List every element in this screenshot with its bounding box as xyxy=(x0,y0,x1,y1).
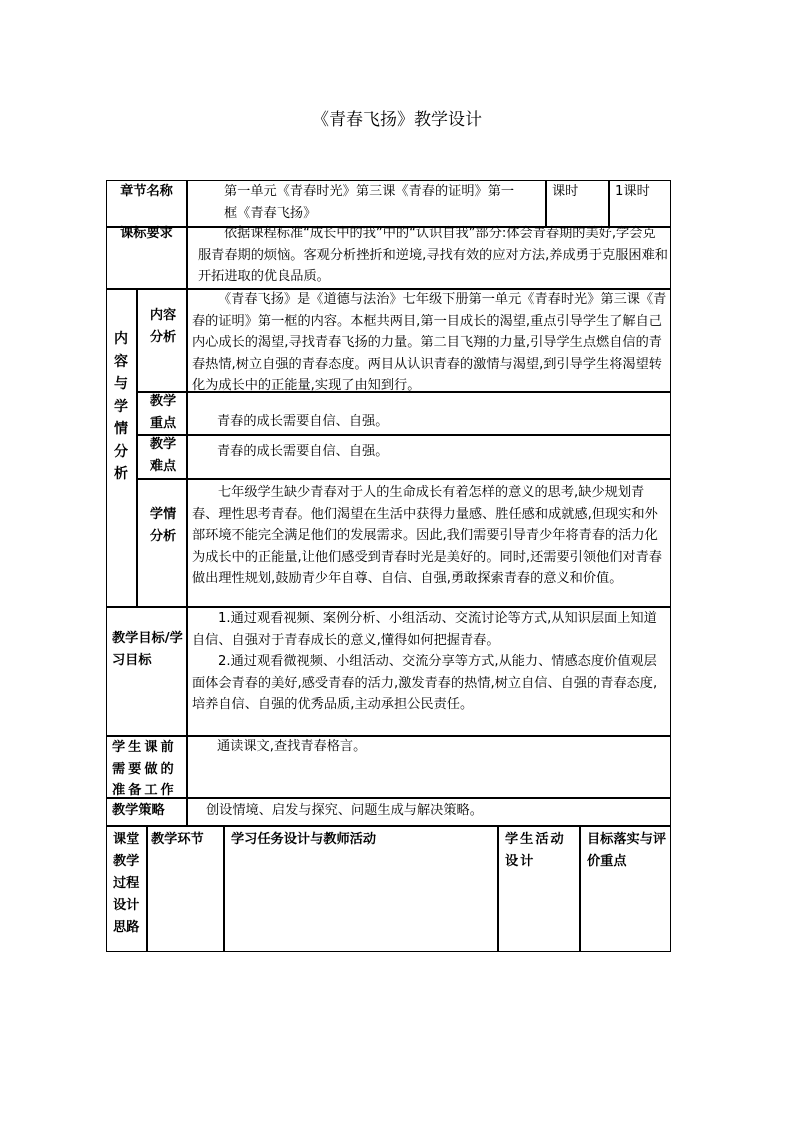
teaching-goals-label: 教学目标/学习目标 xyxy=(112,631,183,668)
process-header-tasks: 学习任务设计与教师活动 xyxy=(231,832,377,847)
process-header-student-activity: 学生活动设计 xyxy=(505,832,566,869)
teaching-strategy-text: 创设情境、启发与探究、问题生成与解决策略。 xyxy=(206,803,483,818)
teaching-goals-list xyxy=(192,608,668,716)
chapter-name-label: 章节名称 xyxy=(120,184,173,199)
chapter-name-value: 第一单元《青春时光》第三课《青春的证明》第一框《青春飞扬》 xyxy=(224,184,515,221)
preparation-text: 通读课文,查找青春格言。 xyxy=(217,739,367,754)
teaching-focus-label: 教学重点 xyxy=(149,394,177,431)
class-hours-label: 课时 xyxy=(552,184,579,199)
content-analysis-text: 《青春飞扬》是《道德与法治》七年级下册第一单元《青春时光》第三课《青春的证明》第一框的内容。本框共两目,第一目成长的渴望,重点引导学生了解自己内心成长的渴望,寻找青春飞扬的力量。第二目飞翔的力量,引导学生点燃自信的青春热情,树立自强的青春态度。两目从认识青春的激情与渴望,到引导学生将渴望转化为成长中的正能量,实现了由知到行。 xyxy=(192,292,667,393)
preparation-label: 学生课前需要做的准备工作 xyxy=(112,740,177,798)
page-title: 《青春飞扬》教学设计 xyxy=(312,110,482,130)
curriculum-standard-label: 课标要求 xyxy=(120,226,173,241)
process-design-label: 课堂教学过程设计思路 xyxy=(113,832,140,935)
teaching-goal-item: 2.通过观看微视频、小组活动、交流分享等方式,从能力、情感态度价值观层面体会青春的美好,感受青春的活力,激发青春的热情,树立自信、自强的青春态度,培养自信、自强的优秀品质,主动承担公民责任。 xyxy=(192,654,658,712)
curriculum-standard-text: 依据课程标准“成长中的我”中的“认识自我”部分:体会青春期的美好,学会克服青春期的烦恼。客观分析挫折和逆境,寻找有效的应对方法,养成勇于克服困难和开拓进取的优良品质。 xyxy=(198,226,668,284)
student-analysis-label: 学情分析 xyxy=(149,507,177,544)
class-hours-value: 1课时 xyxy=(615,184,650,199)
teaching-focus-text: 青春的成长需要自信、自强。 xyxy=(217,414,389,429)
process-header-evaluation: 目标落实与评价重点 xyxy=(587,832,667,869)
content-analysis-group-label: 内容与学情分析 xyxy=(114,331,128,482)
teaching-difficulty-label: 教学难点 xyxy=(149,437,177,474)
teaching-strategy-label: 教学策略 xyxy=(112,803,165,818)
teaching-difficulty-text: 青春的成长需要自信、自强。 xyxy=(217,444,389,459)
student-analysis-text: 七年级学生缺少青春对于人的生命成长有着怎样的意义的思考,缺少规划青春、理性思考青春。他们渴望在生活中获得力量感、胜任感和成就感,但现实和外部环境不能完全满足他们的发展需求。因此,我们需要引导青少年将青春的活力化为成长中的正能量,让他们感受到青春时光是美好的。同时,还需要引领他们对青春做出理性规划,鼓励青少年自尊、自信、自强,勇敢探索青春的意义和价值。 xyxy=(192,485,662,586)
content-analysis-label: 内容分析 xyxy=(149,308,177,345)
teaching-goal-item: 1.通过观看视频、案例分析、小组活动、交流讨论等方式,从知识层面上知道自信、自强对于青春成长的意义,懂得如何把握青春。 xyxy=(192,611,657,648)
process-header-step: 教学环节 xyxy=(151,832,204,847)
